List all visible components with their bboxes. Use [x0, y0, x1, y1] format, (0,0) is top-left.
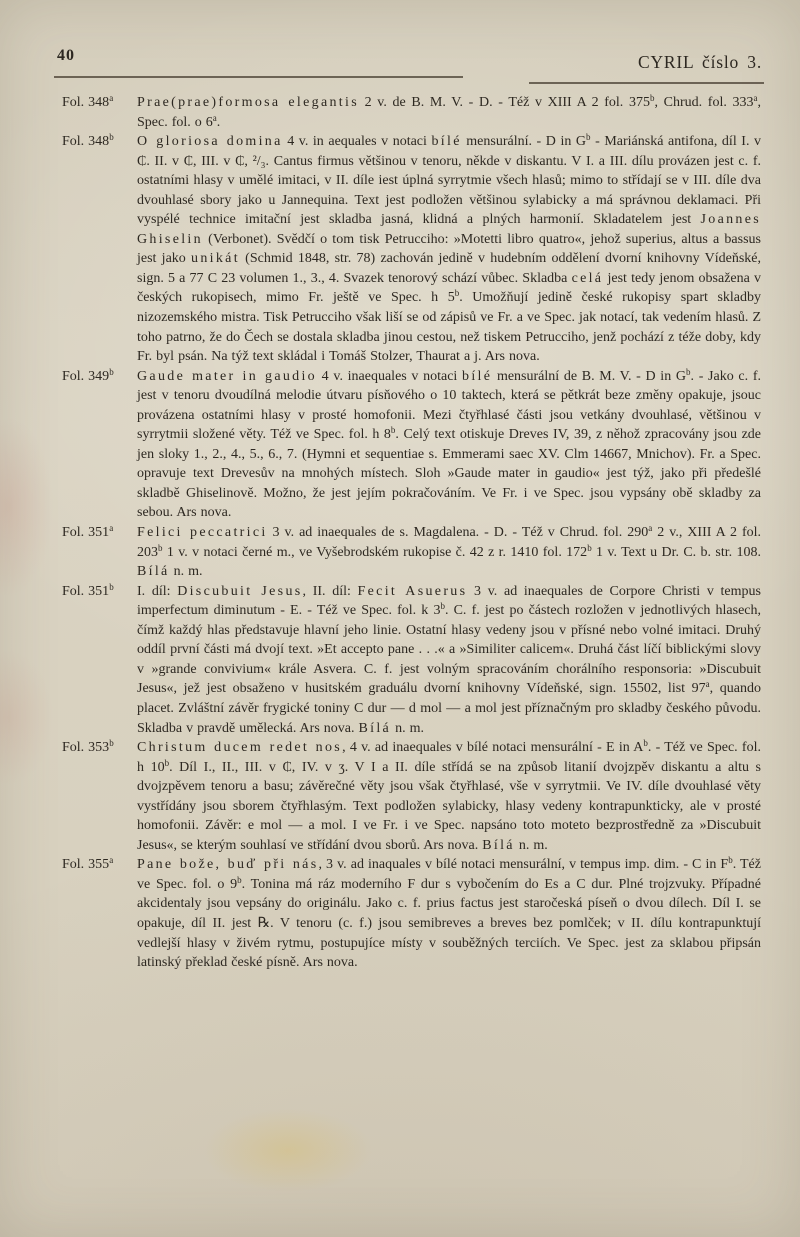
catalog-entry — [62, 367, 761, 523]
catalog-entry — [62, 523, 761, 582]
folio-label — [62, 132, 114, 152]
entry-text: Pane bože, buď při nás, 3 v. ad inaquales v bílé notaci mensurální, v tempus imp. dim. - C in $F^b$. Též ve Spec. fol. o 9$^b$. Tonina má ráz moderního F dur s vybočením do Es a C dur. Plné trojzvuky. Případné akcidentaly jsou vepsány do originálu. Jako c. f. prius factus jest staročeská píseň o dvou dílech. Díl I. se opakuje, díl II. jest ℞. V tenoru (c. f.) jsou semibreves a breves bez pomlček; v II. dílu kontrapunktují vedlejší hlasy v živém rytmu, postupujíce místy v souběžných terciích. Ve Spec. jest za sklabou připsán latinský překlad české písně. Ars nova. — [137, 855, 761, 971]
catalog-entry — [62, 132, 761, 367]
folio-label-sup: a — [109, 93, 114, 103]
catalog-entry — [62, 93, 761, 132]
folio-label — [62, 738, 114, 758]
header-rule-left — [54, 76, 463, 78]
folio-label-sup: b — [109, 738, 114, 749]
entry-text: Christum ducem redet nos, 4 v. ad inaequales v bílé notaci mensurální - E in $A^b$. - Též ve Spec. fol. h 10$^b$. Díl I., II., III. v ₵, IV. v ʒ. V I a II. díle střídá se na způsob litanií dvojzpěv diskantu a altu s dvojzpěvem tenoru a basu; závěrečné věty jsou však čtyřhlasé, vše v syrrytmii. Ve IV. díle dvouhlasé věty vystřídány jsou sborem čtyřhlasým. Text podložen sylabicky, hlasy vedeny kontrapunkticky, ale v prosté homofonii. Závěr: e mol — a mol. I ve Fr. i ve Spec. napsáno toto moteto bezprostředně za »Discubuit Jesus«, se kterým souhlasí ve střídání dvou sborů. Ars nova. Bílá n. m. — [137, 738, 762, 853]
folio-label-sup: b — [109, 581, 114, 592]
folio-label — [62, 93, 113, 113]
entry-text: I. díl: Discubuit Jesus, II. díl: Fecit Asuerus 3 v. ad inaequales de Corpore Christi v tempus imperfectum diminutum - E. - Též ve Spec. fol. k 3$^b$. C. f. jest po částech rozložen v jednotlivých hlasech, čímž každý hlas představuje hlavní jeho linie. Ostatní hlasy vedeny jsou v přísné nebo volné imitaci. Druhý oddíl první části má dvojí text. »Et accepto pane . . .« a »Similiter calicem«. Druhá část líčí biblickými slovy v »grande convivium« krále Asvera. C. f. jest volným spracováním chorálního responsoria: »Discubuit Jesus«, jež jest obsaženo v husitském graduálu dvorní knihovny Vídeňské, sign. 15502, list 97$^a$, quando placet. Zvláštní závěr frygické toniny C dur — d mol — a mol jest příznačným pro skladby českého původu. Skladba v pravdě umělecká. Ars nova. Bílá n. m. — [137, 583, 761, 736]
folio-label-sup: b — [109, 366, 114, 377]
catalog-entry — [62, 738, 761, 855]
folio-label-base: Fol. 353 — [62, 740, 110, 756]
folio-label — [62, 582, 114, 602]
catalog-entry — [62, 855, 761, 972]
folio-label — [62, 523, 113, 543]
folio-label-base: Fol. 348 — [62, 134, 110, 150]
folio-label-sup: b — [109, 132, 114, 143]
folio-label-sup: a — [109, 855, 114, 866]
entry-text: Gaude mater in gaudio 4 v. inaequales v notaci bílé mensurální de B. M. V. - D in $G^b$. - Jako c. f. jest v tenoru dvoudílná melodie útvaru písňového o 10 taktech, která se pětkrát beze změny opakuje, jsouc provázena ostatními hlasy v prosté homofonii. Mezi čtyřhlasé části jsou vetkány dvouhlasé, většinou v syrrytmii složené věty. Též ve Spec. fol. h 8$^b$. Celý text otiskuje Dreves IV, 39, z něhož zpracovány jsou zde jen sloky 1., 2., 4., 5., 6., 7. (Hymni et sequentiae s. Emmerami saec XV. Clm 14667, Mnichov). Fr. a Spec. opravuje text Drevesův na mnohých místech. Sloh »Gaude mater in gaudio« jest týž, jako při předešlé skladbě Ghiselinově. Možno, že jest jejím pokračováním. Ve Fr. i ve Spec. jsou vypsány obě skladby za sebou. Ars nova. — [137, 366, 761, 521]
folio-label-sup: a — [109, 523, 114, 534]
folio-label — [62, 367, 114, 387]
page-number: 40 — [57, 47, 75, 64]
folio-label-base: Fol. 355 — [62, 857, 110, 873]
catalog-entry — [62, 582, 761, 738]
folio-label-base: Fol. 351 — [62, 525, 110, 541]
folio-label — [62, 855, 113, 875]
folio-label-base: Fol. 351 — [62, 583, 110, 599]
header-rule-right — [529, 82, 764, 84]
folio-label-base: Fol. 349 — [62, 368, 110, 384]
entry-text: Prae(prae)formosa elegantis 2 v. de B. M. V. - D. - Též v XIII A 2 fol. 375$^b$, Chrud. fol. 333$^a$, Spec. fol. o 6$^a$. — [137, 93, 761, 130]
entry-text: Felici peccatrici 3 v. ad inaequales de s. Magdalena. - D. - Též v Chrud. fol. 290$^a$ 2 v., XIII A 2 fol. 203$^b$ 1 v. v notaci černé m., ve Vyšebrodském rukopise č. 42 z r. 1410 fol. 172$^b$ 1 v. Text u Dr. C. b. str. 108. Bílá n. m. — [137, 523, 761, 580]
catalog-entries — [62, 93, 761, 973]
folio-label-base: Fol. 348 — [62, 95, 110, 110]
journal-title: CYRIL číslo 3. — [638, 52, 762, 72]
entry-text: O gloriosa domina 4 v. in aequales v notaci bílé mensurální. - D in $G^b$ - Mariánská antifona, díl I. v ₵. II. v ₵, III. v ₵, ²/₃. Cantus firmus většinou v tenoru, někde v diskantu. V I. a III. dílu provázen jest c. f. ostatními hlasy v umělé imitaci, v II. díle iest úplná syrrytmie všech hlasů; mimo to střídají se v III. díle dva dvouhlasé sbory jako u Jannequina. Text jest podložen většinou sylabicky a má správnou deklamaci. Při vyspélé technice imitační jest skladba jasná, klidná a plných harmonií. Skladatelem jest Joannes Ghiselin (Verbonet). Svědčí o tom tisk Petrucciho: »Motetti libro quatro«, jehož superius, altus a bassus jest jako unikát (Schmid 1848, str. 78) zachován jedině v hudebním oddělení dvorní knihovny Vídeňské, sign. 5 a 77 C 23 volumen 1., 3., 4. Svazek tenorový schází vůbec. Skladba celá jest tedy jenom obsažena v českých rukopisech, mimo Fr. ještě ve Spec. h 5$^b$. Umožňují jedině české rukopisy spart skladby nizozemského mistra. Tisk Petrucciho však liší se od zápisů ve Fr. a ve Spec. jak notací, tak vedením hlasů. Z toho patrno, že do Čech se dostala skladba jinou cestou, než tiskem Petrucciho, jenž pochází z téže doby, kdy Fr. byl psán. Na týž text skládal i Tomáš Stolzer, Thaurat a j. Ars nova. — [137, 132, 762, 365]
